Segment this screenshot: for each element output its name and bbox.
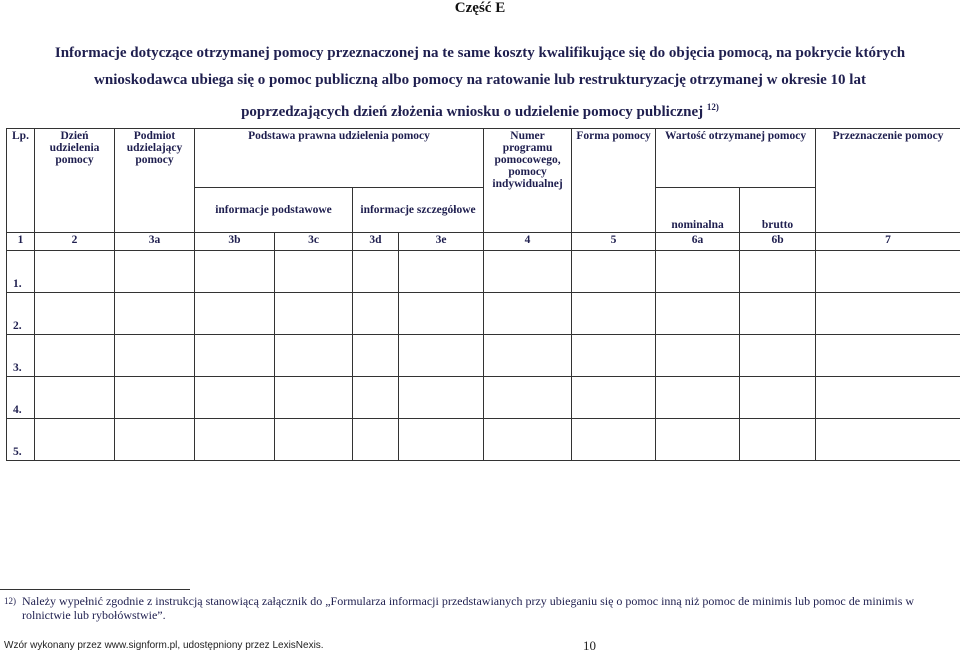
row-number: 5. <box>7 419 35 461</box>
header-dzien: Dzień udzielenia pomocy <box>35 129 115 233</box>
header-nominalna: nominalna <box>656 188 740 233</box>
header-forma: Forma pomocy <box>572 129 656 233</box>
table-row <box>7 251 960 293</box>
colnum-6a: 6a <box>656 233 740 251</box>
header-info-podstawowe: informacje podstawowe <box>195 188 353 233</box>
colnum-6b: 6b <box>740 233 816 251</box>
footnote-separator <box>0 589 190 590</box>
page-footer: Wzór wykonany przez www.signform.pl, udostępniony przez LexisNexis. <box>4 640 324 651</box>
table-row <box>7 335 960 377</box>
colnum-5: 5 <box>572 233 656 251</box>
footnote-text: Należy wypełnić zgodnie z instrukcją stanowiącą załącznik do „Formularza informacji przedstawianych przy ubieganiu się o pomoc inną niż pomoc de minimis lub pomoc de minimis w rolnictwie lub rybołówstwie”. <box>22 594 944 622</box>
colnum-3d: 3d <box>353 233 399 251</box>
intro-line-2: wnioskodawca ubiega się o pomoc publiczną albo pomocy na ratowanie lub restrukturyzację otrzymanej w okresie 10 lat <box>8 67 952 94</box>
table-row <box>7 377 960 419</box>
header-podmiot: Podmiot udzielający pomocy <box>115 129 195 233</box>
footnote-mark: 12) <box>4 594 16 608</box>
page-number: 10 <box>583 638 596 654</box>
header-lp: Lp. <box>7 129 35 233</box>
colnum-1: 1 <box>7 233 35 251</box>
table-row <box>7 419 960 461</box>
header-brutto: brutto <box>740 188 816 233</box>
colnum-3a: 3a <box>115 233 195 251</box>
intro-line-1: Informacje dotyczące otrzymanej pomocy przeznaczonej na te same koszty kwalifikujące się do objęcia pomocą, na pokrycie których <box>8 40 952 67</box>
colnum-7: 7 <box>816 233 960 251</box>
intro-line-3 <box>8 94 952 126</box>
header-wartosc: Wartość otrzymanej pomocy <box>656 129 816 188</box>
column-number-row <box>7 233 960 251</box>
header-info-szczegolowe: informacje szczegółowe <box>353 188 484 233</box>
footnote-reference: 12) <box>707 102 719 112</box>
row-number: 2. <box>7 293 35 335</box>
header-podstawa: Podstawa prawna udzielenia pomocy <box>195 129 484 188</box>
colnum-3b: 3b <box>195 233 275 251</box>
row-number: 3. <box>7 335 35 377</box>
header-przeznaczenie: Przeznaczenie pomocy <box>816 129 960 233</box>
header-numer: Numer programu pomocowego, pomocy indywidualnej <box>484 129 572 233</box>
colnum-3c: 3c <box>275 233 353 251</box>
row-number: 4. <box>7 377 35 419</box>
footnote <box>4 594 944 622</box>
aid-table <box>6 128 960 461</box>
row-number: 1. <box>7 251 35 293</box>
section-title: Część E <box>0 0 960 17</box>
intro-line-3-text: poprzedzających dzień złożenia wniosku o udzielenie pomocy publicznej <box>241 104 703 120</box>
header-row-1 <box>7 129 960 188</box>
table-row <box>7 293 960 335</box>
colnum-3e: 3e <box>399 233 484 251</box>
colnum-2: 2 <box>35 233 115 251</box>
intro-text <box>8 40 952 126</box>
colnum-4: 4 <box>484 233 572 251</box>
